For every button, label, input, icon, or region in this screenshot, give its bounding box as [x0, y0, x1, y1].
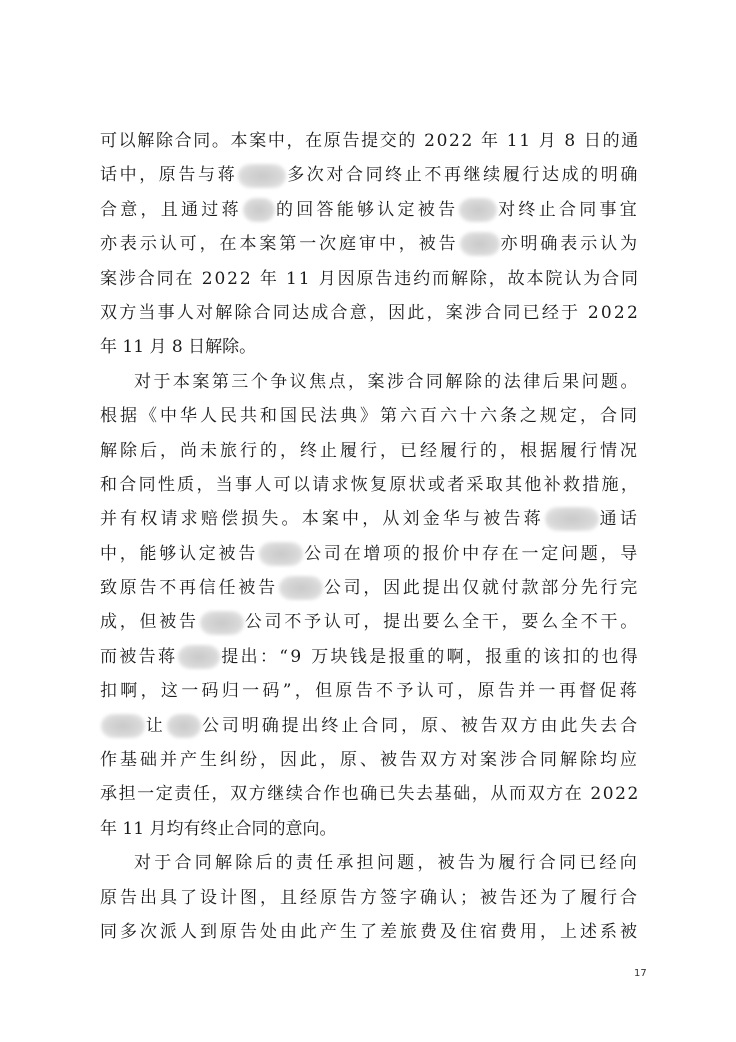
text-segment: 同多次派人到原告处由此产生了差旅费及住宿费用，上述系被 — [100, 921, 640, 942]
page-number: 17 — [634, 968, 647, 979]
text-segment: 公司明确提出终止合同，原、被告双方由此失去合 — [201, 715, 640, 736]
text-line — [100, 915, 640, 949]
text-segment: 合意，且通过蒋 — [100, 199, 242, 220]
text-line — [100, 365, 640, 399]
text-segment: 和合同性质，当事人可以请求恢复原状或者采取其他补救措施， — [100, 474, 641, 495]
redacted-name — [460, 232, 500, 256]
text-line — [100, 434, 640, 468]
text-line — [100, 571, 640, 605]
text-line — [100, 640, 640, 674]
text-segment: 作基础并产生纠纷，因此，原、被告双方对案涉合同解除均应 — [100, 750, 640, 771]
text-line — [100, 502, 640, 536]
text-line — [100, 812, 640, 846]
text-line — [100, 193, 640, 227]
text-segment: 而被告蒋 — [100, 646, 178, 667]
text-segment: 年 11 月均有终止合同的意向。 — [100, 818, 337, 839]
text-segment: 亦明确表示认为 — [500, 234, 640, 255]
text-segment: 可以解除合同。本案中，在原告提交的 2022 年 11 月 8 日的通 — [100, 131, 640, 151]
text-line — [100, 743, 640, 777]
text-line — [100, 846, 640, 880]
text-segment: 多次对合同终止不再继续履行达成的明确 — [287, 165, 640, 186]
text-segment: 双方当事人对解除合同达成合意，因此，案涉合同已经于 2022 — [100, 302, 640, 323]
text-segment: 年 11 月 8 日解除。 — [100, 337, 257, 358]
text-segment: 公司，因此提出仅就付款部分先行完 — [323, 578, 640, 599]
text-segment: 公司在增项的报价中存在一定问题，导 — [304, 543, 640, 564]
document-body — [100, 124, 640, 949]
text-line — [100, 158, 640, 192]
text-segment: 原告出具了设计图，且经原告方签字确认；被告还为了履行合 — [100, 887, 640, 908]
text-segment: 并有权请求赔偿损失。本案中，从刘金华与被告蒋 — [100, 509, 544, 530]
redacted-name — [238, 164, 286, 188]
redacted-name — [178, 645, 220, 669]
text-segment: 提出：“9 万块钱是报重的啊，报重的该扣的也得 — [221, 646, 640, 667]
text-line — [100, 124, 640, 158]
text-segment: 成，但被告 — [100, 612, 199, 633]
text-line — [100, 262, 640, 296]
text-segment: 解除后，尚未旅行的，终止履行，已经履行的，根据履行情况 — [100, 440, 640, 461]
text-line — [100, 296, 640, 330]
text-line — [100, 227, 640, 261]
redacted-name — [279, 576, 323, 600]
text-segment: 中，能够认定被告 — [100, 543, 259, 564]
text-line — [100, 537, 640, 571]
text-segment: 扣啊，这一码归一码”，但原告不予认可，原告并一再督促蒋 — [100, 681, 641, 702]
text-line — [100, 605, 640, 639]
text-segment: 对于本案第三个争议焦点，案涉合同解除的法律后果问题。 — [134, 371, 640, 392]
text-segment: 让 — [145, 715, 166, 736]
text-segment: 话中，原告与蒋 — [100, 165, 238, 186]
redacted-name — [167, 714, 201, 738]
redacted-name — [243, 198, 275, 222]
redacted-name — [459, 198, 497, 222]
text-segment: 公司不予认可，提出要么全干，要么全不干。 — [244, 612, 640, 633]
text-segment: 的回答能够认定被告 — [275, 199, 459, 220]
text-segment: 对终止合同事宜 — [498, 199, 640, 220]
text-segment: 亦表示认可，在本案第一次庭审中，被告 — [100, 234, 459, 255]
text-line — [100, 674, 640, 708]
redacted-name — [259, 542, 303, 566]
redacted-name — [545, 507, 599, 531]
text-line — [100, 777, 640, 811]
text-line — [100, 881, 640, 915]
text-line — [100, 330, 640, 364]
text-line — [100, 709, 640, 743]
text-segment: 对于合同解除后的责任承担问题，被告为履行合同已经向 — [134, 853, 640, 874]
text-segment: 案涉合同在 2022 年 11 月因原告违约而解除，故本院认为合同 — [100, 268, 640, 289]
text-segment: 承担一定责任，双方继续合作也确已失去基础，从而双方在 2022 — [100, 784, 640, 805]
text-segment: 根据《中华人民共和国民法典》第六百六十六条之规定，合同 — [100, 406, 640, 427]
text-segment: 致原告不再信任被告 — [100, 578, 278, 599]
redacted-name — [101, 714, 145, 738]
text-segment: 通话 — [599, 509, 640, 530]
redacted-name — [200, 611, 244, 635]
text-line — [100, 468, 640, 502]
text-line — [100, 399, 640, 433]
